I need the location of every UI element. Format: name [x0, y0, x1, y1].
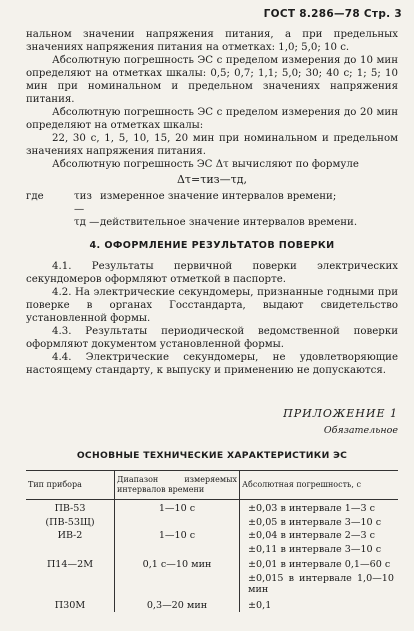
cell-range [115, 572, 240, 597]
paragraph: Абсолютную погрешность ЭС с пределом измерения до 20 мин определяют на отметках шкалы: [26, 107, 398, 131]
cell-error: ±0,1 [240, 597, 399, 613]
cell-error: ±0,04 в интервале 2—3 с [240, 529, 399, 543]
cell-range: 0,3—20 мин [115, 597, 240, 613]
appendix-subtitle: Обязательное [323, 425, 398, 436]
column-header: Диапазон измеряемых интервалов времени [115, 471, 240, 500]
cell-error: ±0,03 в интервале 1—3 с [240, 500, 399, 516]
cell-range: 0,1 с—10 мин [115, 556, 240, 572]
formula: Δτ=τиз—τд, [176, 173, 248, 186]
cell-type [26, 572, 115, 597]
cell-type: ИВ-2 [57, 530, 83, 541]
cell-type [26, 543, 115, 557]
definition-text: измеренное значение интервалов времени; [100, 191, 337, 202]
cell-type: (ПВ-53Щ) [45, 516, 95, 528]
table-title: ОСНОВНЫЕ ТЕХНИЧЕСКИЕ ХАРАКТЕРИСТИКИ ЭС [76, 450, 348, 461]
table-row [26, 516, 398, 530]
definition-row [26, 216, 398, 229]
section-paragraph: 4.4. Электрические секундомеры, не удовлетворяющие настоящему стандарту, к выпуску и применению не допускаются. [26, 352, 398, 376]
table-row [26, 500, 398, 516]
formula-definitions [26, 190, 398, 229]
spec-table [26, 470, 398, 612]
table-row [26, 556, 398, 572]
definition-symbol: τд — [74, 217, 100, 228]
cell-type: П14—2М [46, 559, 94, 570]
definition-row [26, 190, 398, 216]
table-row [26, 572, 398, 597]
section-paragraph: 4.1. Результаты первичной поверки электрических секундомеров оформляют отметкой в паспорте. [26, 261, 398, 285]
cell-range: 1—10 с [115, 529, 240, 543]
cell-error: ±0,11 в интервале 3—10 с [240, 543, 399, 557]
column-header: Абсолютная погрешность, с [240, 471, 399, 500]
definition-lead [26, 216, 74, 229]
cell-error: ±0,05 в интервале 3—10 с [240, 516, 399, 530]
page-header: ГОСТ 8.286—78 Стр. 3 [263, 8, 402, 20]
paragraph: Абсолютную погрешность ЭС с пределом измерения до 10 мин определяют на отметках шкалы: 0,5; 0,7; 1,1; 5,0; 30; 40 с; 1; 5; 10 мин при номинальном и предельном значениях напряжения питания. [26, 55, 398, 105]
cell-error: ±0,01 в интервале 0,1—60 с [240, 556, 399, 572]
body-text [26, 28, 398, 612]
appendix-title: ПРИЛОЖЕНИЕ 1 [283, 407, 398, 420]
cell-error: ±0,015 в интервале 1,0—10 мин [240, 572, 399, 597]
table-header-row [26, 471, 398, 500]
definition-symbol: τиз — [74, 191, 92, 215]
table-row [26, 543, 398, 557]
column-header: Тип прибора [26, 471, 115, 500]
definition-text: действительное значение интервалов времени. [100, 217, 358, 228]
cell-type: ПВ-53 [54, 503, 86, 514]
table-row [26, 597, 398, 613]
cell-range: 1—10 с [115, 500, 240, 516]
cell-type: П30М [54, 599, 86, 611]
paragraph: 22, 30 с, 1, 5, 10, 15, 20 мин при номинальном и предельном значениях напряжения питания. [26, 133, 398, 157]
section-title: 4. ОФОРМЛЕНИЕ РЕЗУЛЬТАТОВ ПОВЕРКИ [89, 240, 335, 251]
section-paragraph: 4.2. На электрические секундомеры, признанные годными при поверке в органах Госстандарта, выдают свидетельство установленной формы. [26, 287, 398, 324]
table-row [26, 529, 398, 543]
paragraph: нальном значении напряжения питания, а при предельных значениях напряжения питания на отметках: 1,0; 5,0; 10 с. [26, 29, 398, 53]
cell-range [115, 516, 240, 530]
cell-range [115, 543, 240, 557]
section-paragraph: 4.3. Результаты периодической ведомственной поверки оформляют документом установленной формы. [26, 326, 398, 350]
paragraph: Абсолютную погрешность ЭС Δτ вычисляют по формуле [52, 159, 359, 170]
definition-lead: где [26, 191, 44, 202]
